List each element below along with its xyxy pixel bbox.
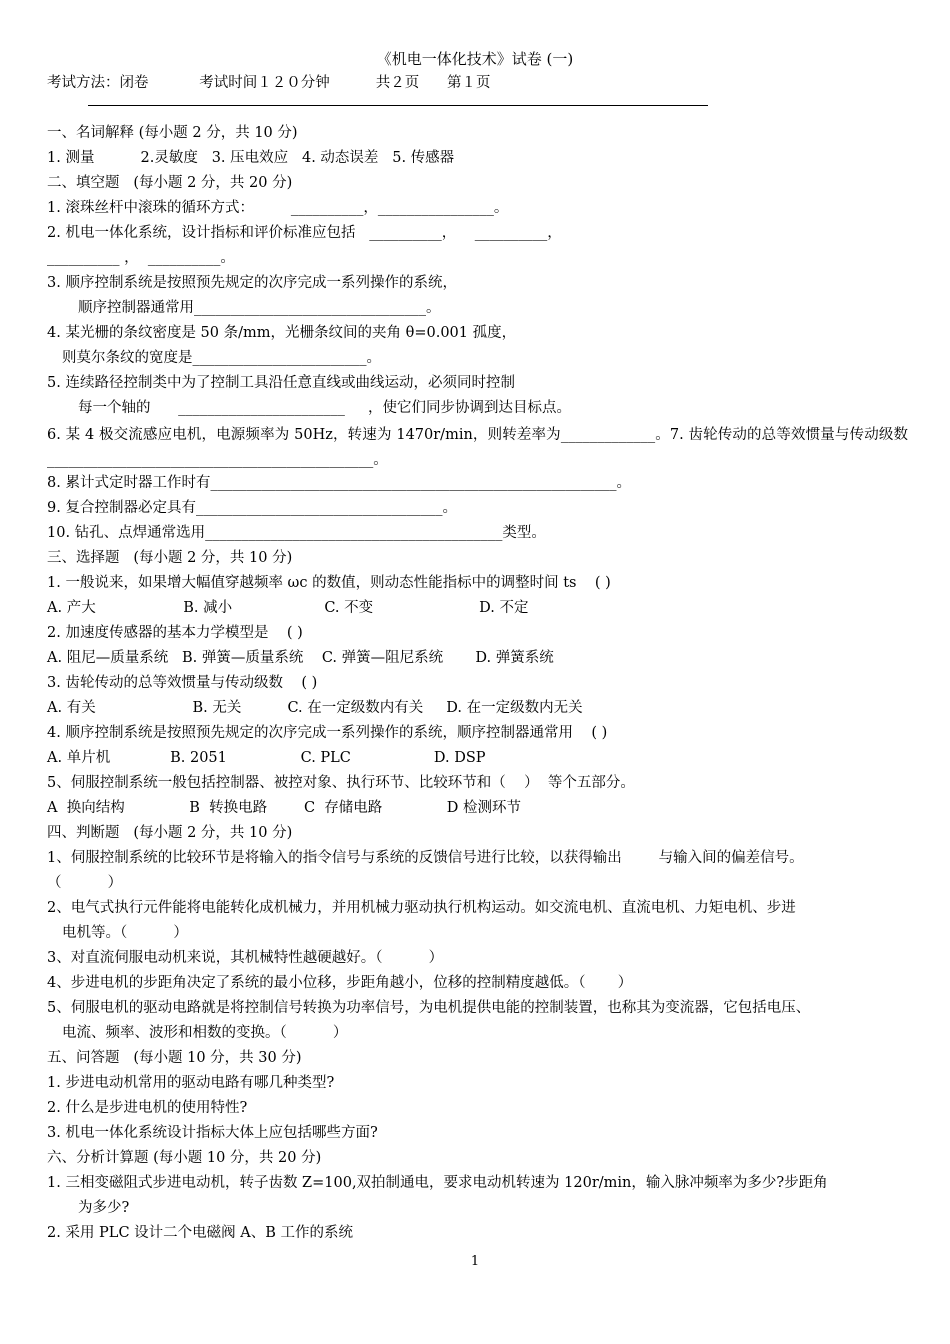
calc-q1-line2: 为多少?	[78, 1200, 130, 1216]
section-2-heading: 二、填空题 (每小题 2 分，共 20 分)	[47, 175, 293, 191]
choice-q2: 2. 加速度传感器的基本力学模型是 ( )	[47, 625, 303, 641]
section-1-heading: 一、名词解释 (每小题 2 分，共 10 分)	[47, 125, 298, 141]
section-4-heading: 四、判断题 (每小题 2 分，共 10 分)	[47, 825, 293, 841]
fill-q3-line1: 3. 顺序控制系统是按照预先规定的次序完成一系列操作的系统，	[47, 275, 457, 291]
choice-q3: 3. 齿轮传动的总等效惯量与传动级数 ( )	[47, 675, 318, 691]
fill-q2-line2: __________ ， __________。	[47, 250, 235, 266]
fill-q9: 9. 复合控制器必定具有__________________________________。	[47, 500, 457, 516]
choice-q1: 1. 一般说来，如果增大幅值穿越频率 ωc 的数值，则动态性能指标中的调整时间 ts ( )	[47, 575, 611, 591]
judge-q1-line1: 1、伺服控制系统的比较环节是将输入的指令信号与系统的反馈信号进行比较，以获得输出 与输入间的偏差信号。	[47, 850, 804, 866]
section-1-terms: 1. 测量 2.灵敏度 3. 压电效应 4. 动态误差 5. 传感器	[47, 150, 455, 166]
fill-q4-line2: 则莫尔条纹的宽度是________________________。	[62, 350, 381, 366]
judge-q2-line1: 2、电气式执行元件能将电能转化成机械力，并用机械力驱动执行机构运动。如交流电机、直流电机、力矩电机、步进	[47, 900, 796, 916]
choice-q3-options: A. 有关 B. 无关 C. 在一定级数内有关 D. 在一定级数内无关	[47, 700, 583, 716]
fill-q6-q7: 6. 某 4 极交流感应电机，电源频率为 50Hz，转速为 1470r/min，则转差率为_____________。7. 齿轮传动的总等效惯量与传动级数_____________________________________________。	[47, 427, 908, 468]
calc-q2: 2. 采用 PLC 设计二个电磁阀 A、B 工作的系统	[47, 1225, 353, 1241]
qa-q2: 2. 什么是步进电机的使用特性?	[47, 1100, 248, 1116]
exam-title: 《机电一体化技术》试卷 (一)	[376, 50, 574, 68]
judge-q1-line2: （ ）	[47, 875, 123, 891]
page-number: 1	[470, 1254, 480, 1269]
section-6-heading: 六、分析计算题 (每小题 10 分，共 20 分)	[47, 1150, 322, 1166]
choice-q2-options: A. 阻尼—质量系统 B. 弹簧—质量系统 C. 弹簧—阻尼系统 D. 弹簧系统	[47, 650, 554, 666]
choice-q4: 4. 顺序控制系统是按照预先规定的次序完成一系列操作的系统，顺序控制器通常用 ( )	[47, 725, 608, 741]
exam-info: 考试方法：闭卷 考试时间１２０分钟 共２页 第１页	[47, 75, 491, 91]
judge-q2-line2: 电机等。（ ）	[62, 925, 188, 941]
choice-q4-options: A. 单片机 B. 2051 C. PLC D. DSP	[47, 750, 486, 766]
fill-q1: 1. 滚珠丝杆中滚珠的循环方式： __________，________________。	[47, 200, 509, 216]
fill-q5-line2: 每一个轴的 _______________________ ，使它们同步协调到达目标点。	[78, 400, 571, 416]
fill-q3-line2: 顺序控制器通常用________________________________。	[78, 300, 441, 316]
judge-q5-line1: 5、伺服电机的驱动电路就是将控制信号转换为功率信号，为电机提供电能的控制装置，也称其为变流器，它包括电压、	[47, 1000, 811, 1016]
fill-q4-line1: 4. 某光栅的条纹密度是 50 条/mm，光栅条纹间的夹角 θ=0.001 孤度，	[47, 325, 517, 341]
qa-q3: 3. 机电一体化系统设计指标大体上应包括哪些方面?	[47, 1125, 378, 1141]
divider-line	[88, 105, 708, 106]
fill-q2-line1: 2. 机电一体化系统，设计指标和评价标准应包括 __________， __________，	[47, 225, 562, 241]
judge-q4: 4、步进电机的步距角决定了系统的最小位移，步距角越小，位移的控制精度越低。（ ）	[47, 975, 633, 991]
fill-q10: 10. 钻孔、点焊通常选用_________________________________________类型。	[47, 525, 546, 541]
fill-q8: 8. 累计式定时器工作时有________________________________________________________。	[47, 475, 631, 491]
choice-q5: 5、伺服控制系统一般包括控制器、被控对象、执行环节、比较环节和（ ） 等个五部分。	[47, 775, 635, 791]
judge-q5-line2: 电流、频率、波形和相数的变换。（ ）	[62, 1025, 348, 1041]
section-3-heading: 三、选择题 (每小题 2 分，共 10 分)	[47, 550, 293, 566]
fill-q5-line1: 5. 连续路径控制类中为了控制工具沿任意直线或曲线运动，必须同时控制	[47, 375, 515, 391]
calc-q1-line1: 1. 三相变磁阻式步进电动机，转子齿数 Z=100,双拍制通电，要求电动机转速为 120r/min，输入脉冲频率为多少?步距角	[47, 1175, 828, 1191]
choice-q5-options: A 换向结构 B 转换电路 C 存储电路 D 检测环节	[47, 800, 522, 816]
qa-q1: 1. 步进电动机常用的驱动电路有哪几种类型?	[47, 1075, 335, 1091]
section-5-heading: 五、问答题 (每小题 10 分，共 30 分)	[47, 1050, 302, 1066]
choice-q1-options: A. 产大 B. 减小 C. 不变 D. 不定	[47, 600, 529, 616]
judge-q3: 3、对直流伺服电动机来说，其机械特性越硬越好。（ ）	[47, 950, 444, 966]
